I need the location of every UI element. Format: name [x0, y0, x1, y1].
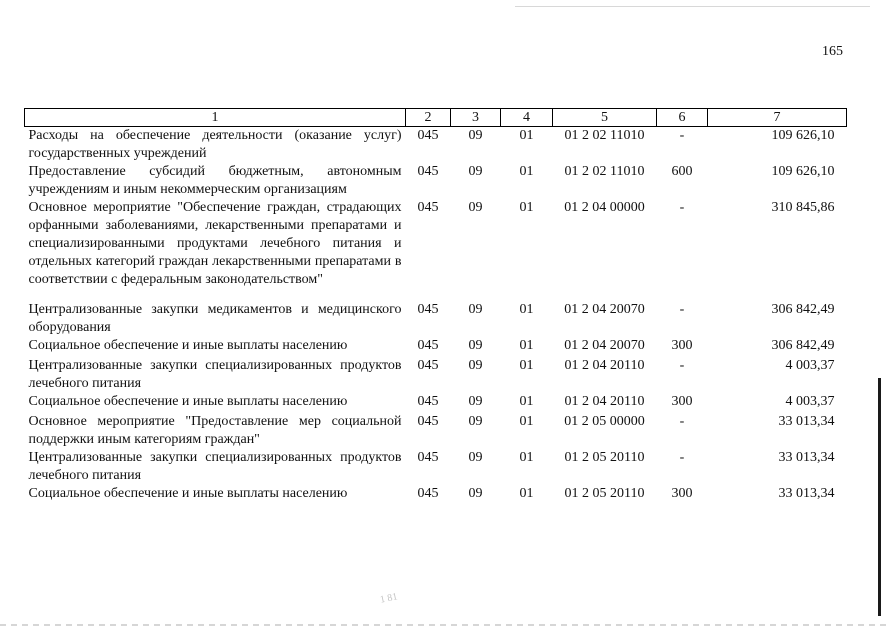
- row-name: Централизованные закупки специализированных продуктов лечебного питания: [28, 450, 402, 483]
- row-section: 09: [468, 200, 483, 215]
- row-expense-type: 300: [671, 394, 693, 409]
- scan-edge-mark: [878, 378, 881, 616]
- table-row: [25, 393, 847, 413]
- row-name: Предоставление субсидий бюджетным, автономным учреждениям и иным некоммерческим организациям: [28, 164, 402, 197]
- row-target-article: 01 2 05 20110: [564, 450, 645, 465]
- row-ministry-code: 045: [417, 394, 439, 409]
- row-target-article: 01 2 04 20110: [564, 394, 645, 409]
- row-ministry-code: 045: [417, 414, 439, 429]
- row-amount: 310 845,86: [771, 200, 835, 215]
- row-name: Социальное обеспечение и иные выплаты населению: [28, 338, 348, 353]
- row-expense-type: -: [679, 128, 685, 143]
- column-header: 6: [657, 109, 708, 127]
- table-row: [25, 301, 847, 337]
- row-subsection: 01: [519, 450, 534, 465]
- row-name: Расходы на обеспечение деятельности (оказание услуг) государственных учреждений: [28, 128, 402, 161]
- row-expense-type: 300: [671, 338, 693, 353]
- row-ministry-code: 045: [417, 486, 439, 501]
- row-target-article: 01 2 05 20110: [564, 486, 645, 501]
- row-subsection: 01: [519, 338, 534, 353]
- table-header-row: [25, 109, 847, 127]
- table-row: [25, 163, 847, 199]
- row-amount: 306 842,49: [771, 302, 835, 317]
- faint-stamp-mark: 1 81: [379, 591, 399, 606]
- row-expense-type: -: [679, 302, 685, 317]
- row-expense-type: -: [679, 450, 685, 465]
- row-amount: 33 013,34: [778, 450, 835, 465]
- row-name: Социальное обеспечение и иные выплаты населению: [28, 394, 348, 409]
- row-section: 09: [468, 358, 483, 373]
- table-row: [25, 127, 847, 164]
- row-ministry-code: 045: [417, 164, 439, 179]
- row-section: 09: [468, 486, 483, 501]
- row-section: 09: [468, 414, 483, 429]
- row-expense-type: -: [679, 414, 685, 429]
- row-section: 09: [468, 450, 483, 465]
- row-section: 09: [468, 128, 483, 143]
- table-row: [25, 199, 847, 301]
- row-ministry-code: 045: [417, 450, 439, 465]
- table-row: [25, 413, 847, 449]
- row-target-article: 01 2 05 00000: [564, 414, 645, 429]
- row-amount: 33 013,34: [778, 486, 835, 501]
- row-amount: 109 626,10: [771, 128, 835, 143]
- row-section: 09: [468, 338, 483, 353]
- row-target-article: 01 2 02 11010: [564, 164, 645, 179]
- top-scan-line: [515, 6, 870, 7]
- table-row: [25, 485, 847, 505]
- table-row: [25, 357, 847, 393]
- row-name: Централизованные закупки медикаментов и медицинского оборудования: [28, 302, 402, 335]
- row-target-article: 01 2 04 20070: [564, 338, 645, 353]
- row-section: 09: [468, 302, 483, 317]
- row-subsection: 01: [519, 358, 534, 373]
- row-target-article: 01 2 04 20070: [564, 302, 645, 317]
- row-ministry-code: 045: [417, 338, 439, 353]
- row-expense-type: -: [679, 358, 685, 373]
- table-row: [25, 449, 847, 485]
- row-ministry-code: 045: [417, 358, 439, 373]
- row-ministry-code: 045: [417, 302, 439, 317]
- row-name: Социальное обеспечение и иные выплаты населению: [28, 486, 348, 501]
- row-subsection: 01: [519, 486, 534, 501]
- row-subsection: 01: [519, 128, 534, 143]
- column-header: 4: [501, 109, 553, 127]
- row-section: 09: [468, 394, 483, 409]
- row-name: Централизованные закупки специализированных продуктов лечебного питания: [28, 358, 402, 391]
- row-subsection: 01: [519, 302, 534, 317]
- column-header: 3: [451, 109, 501, 127]
- row-amount: 109 626,10: [771, 164, 835, 179]
- row-target-article: 01 2 04 20110: [564, 358, 645, 373]
- budget-table: [24, 108, 847, 505]
- table-row: [25, 337, 847, 357]
- row-subsection: 01: [519, 200, 534, 215]
- column-header: 7: [708, 109, 847, 127]
- row-name: Основное мероприятие "Предоставление мер социальной поддержки иным категориям граждан": [28, 414, 402, 447]
- row-name: Основное мероприятие "Обеспечение граждан, страдающих орфанными заболеваниями, лекарственными препаратами и специализированными продуктами лечебного питания и отдельных категорий граждан лекарственными препаратами в соответствии с федеральным законодательством": [28, 200, 402, 287]
- column-header: 5: [553, 109, 657, 127]
- row-target-article: 01 2 02 11010: [564, 128, 645, 143]
- column-header: 1: [25, 109, 406, 127]
- row-subsection: 01: [519, 394, 534, 409]
- row-ministry-code: 045: [417, 200, 439, 215]
- row-expense-type: -: [679, 200, 685, 215]
- row-target-article: 01 2 04 00000: [564, 200, 645, 215]
- row-expense-type: 600: [671, 164, 693, 179]
- page-number: 165: [822, 44, 843, 59]
- row-ministry-code: 045: [417, 128, 439, 143]
- row-subsection: 01: [519, 414, 534, 429]
- row-amount: 4 003,37: [785, 394, 835, 409]
- row-amount: 4 003,37: [785, 358, 835, 373]
- row-section: 09: [468, 164, 483, 179]
- row-expense-type: 300: [671, 486, 693, 501]
- row-amount: 33 013,34: [778, 414, 835, 429]
- column-header: 2: [406, 109, 451, 127]
- row-amount: 306 842,49: [771, 338, 835, 353]
- row-subsection: 01: [519, 164, 534, 179]
- bottom-scan-noise: [0, 624, 886, 626]
